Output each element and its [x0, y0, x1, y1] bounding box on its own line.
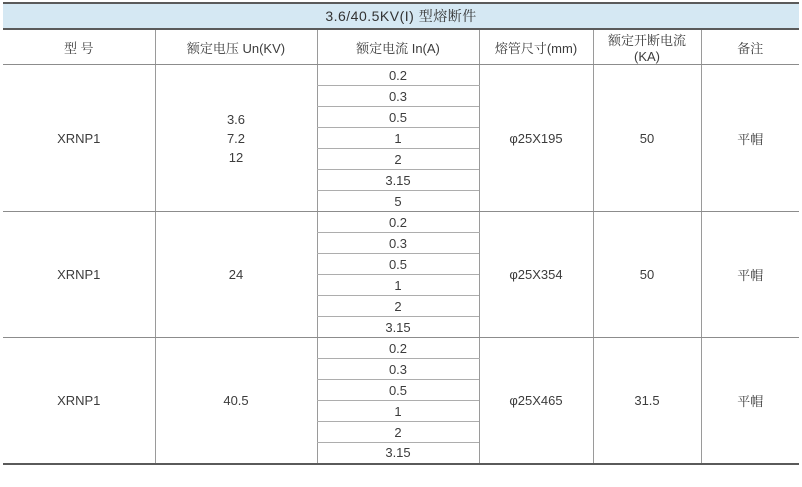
current-cell: 0.2	[317, 212, 479, 233]
table-row	[3, 65, 799, 86]
voltage-cell	[155, 65, 317, 212]
model-cell: XRNP1	[3, 338, 155, 464]
note-cell: 平帽	[701, 65, 799, 212]
voltage-cell	[155, 212, 317, 338]
voltage-line: 3.6	[226, 111, 246, 127]
column-header-breaking: 额定开断电流 (KA)	[593, 29, 701, 65]
model-cell: XRNP1	[3, 65, 155, 212]
voltage-line: 24	[228, 267, 244, 282]
current-cell: 0.2	[317, 338, 479, 359]
column-header-model: 型 号	[3, 29, 155, 65]
current-cell: 0.5	[317, 107, 479, 128]
breaking-current-cell: 50	[593, 212, 701, 338]
current-cell: 3.15	[317, 170, 479, 191]
column-header-voltage: 额定电压 Un(KV)	[155, 29, 317, 65]
table-header-row	[3, 29, 799, 65]
voltage-cell	[155, 338, 317, 464]
table-row	[3, 338, 799, 359]
current-cell: 2	[317, 149, 479, 170]
tube-size-cell: φ25X354	[479, 212, 593, 338]
current-cell: 5	[317, 191, 479, 212]
current-cell: 3.15	[317, 317, 479, 338]
current-cell: 0.3	[317, 233, 479, 254]
note-cell: 平帽	[701, 212, 799, 338]
note-cell: 平帽	[701, 338, 799, 464]
voltage-line: 12	[228, 149, 244, 165]
tube-size-cell: φ25X195	[479, 65, 593, 212]
current-cell: 2	[317, 296, 479, 317]
voltage-line: 7.2	[226, 130, 246, 146]
current-cell: 0.5	[317, 254, 479, 275]
table-title: 3.6/40.5KV(I) 型熔断件	[3, 3, 799, 29]
current-cell: 0.2	[317, 65, 479, 86]
model-cell: XRNP1	[3, 212, 155, 338]
current-cell: 0.3	[317, 359, 479, 380]
column-header-current: 额定电流 In(A)	[317, 29, 479, 65]
voltage-line: 40.5	[223, 392, 249, 408]
current-cell: 1	[317, 128, 479, 149]
current-cell: 1	[317, 275, 479, 296]
breaking-current-cell: 31.5	[593, 338, 701, 464]
tube-size-cell: φ25X465	[479, 338, 593, 464]
breaking-current-cell: 50	[593, 65, 701, 212]
fuse-spec-table	[3, 2, 799, 465]
column-header-tube: 熔管尺寸(mm)	[479, 29, 593, 65]
current-cell: 3.15	[317, 443, 479, 464]
column-header-note: 备注	[701, 29, 799, 65]
table-title-row	[3, 3, 799, 29]
current-cell: 0.5	[317, 380, 479, 401]
current-cell: 1	[317, 401, 479, 422]
current-cell: 0.3	[317, 86, 479, 107]
table-row	[3, 212, 799, 233]
current-cell: 2	[317, 422, 479, 443]
